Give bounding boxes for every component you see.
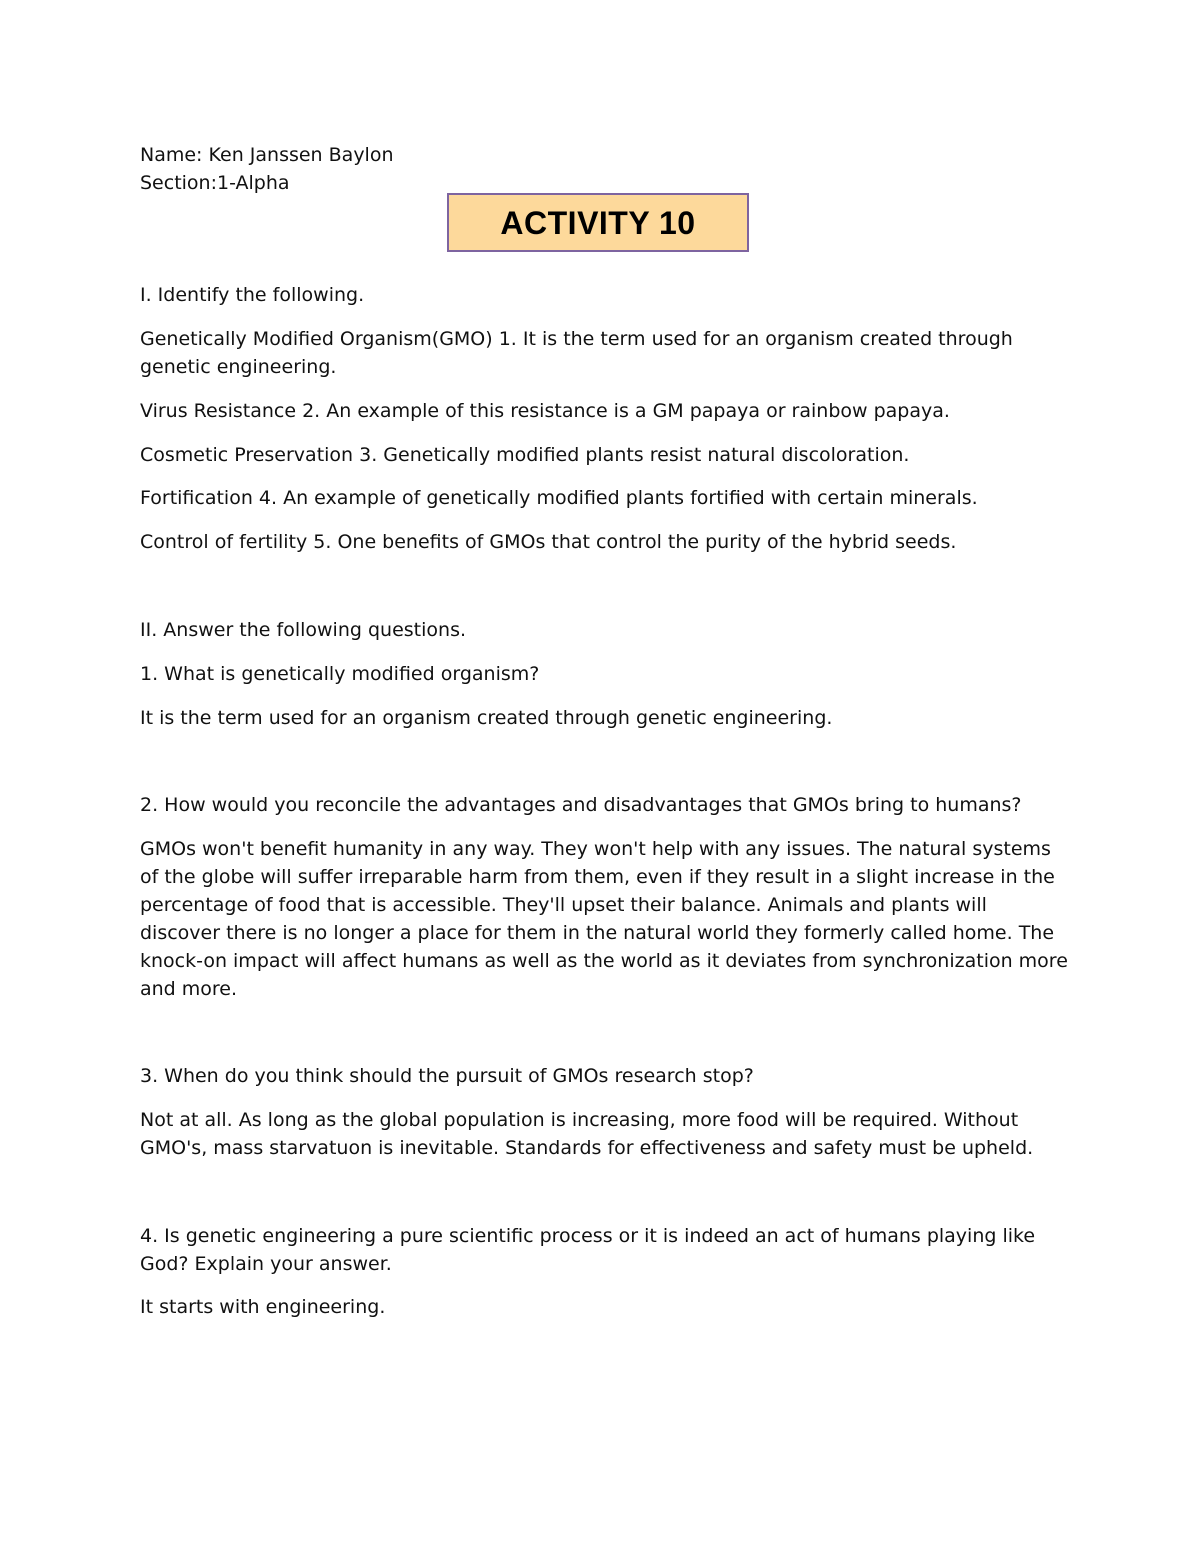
activity-title-box xyxy=(447,193,749,252)
identify-item-1: Genetically Modified Organism(GMO) 1. It is the term used for an organism created through genetic engineering. xyxy=(140,328,1013,378)
question-2: 2. How would you reconcile the advantages and disadvantages that GMOs bring to humans? xyxy=(140,794,1022,816)
identify-item-5: Control of fertility 5. One benefits of GMOs that control the purity of the hybrid seeds. xyxy=(140,531,957,553)
activity-title: ACTIVITY 10 xyxy=(500,204,696,241)
part2-heading: II. Answer the following questions. xyxy=(140,619,467,641)
answer-4: It starts with engineering. xyxy=(140,1296,386,1318)
identify-item-3: Cosmetic Preservation 3. Genetically modified plants resist natural discoloration. xyxy=(140,444,910,466)
identify-item-2: Virus Resistance 2. An example of this resistance is a GM papaya or rainbow papaya. xyxy=(140,400,950,422)
name-line: Name: Ken Janssen Baylon xyxy=(140,144,394,166)
question-3: 3. When do you think should the pursuit of GMOs research stop? xyxy=(140,1065,754,1087)
answer-2: GMOs won't benefit humanity in any way. They won't help with any issues. The natural systems of the globe will suffer irreparable harm from them, even if they result in a slight increase in the percentage of food that is accessible. They'll upset their balance. Animals and plants will discover there is no longer a place for them in the natural world they formerly called home. The knock-on impact will affect humans as well as the world as it deviates from synchronization more and more. xyxy=(140,838,1068,1000)
part1-heading: I. Identify the following. xyxy=(140,284,365,306)
answer-1: It is the term used for an organism created through genetic engineering. xyxy=(140,707,833,729)
answer-3: Not at all. As long as the global population is increasing, more food will be required. Without GMO's, mass starvatuon is inevitable. Standards for effectiveness and safety must be upheld. xyxy=(140,1109,1034,1159)
question-4: 4. Is genetic engineering a pure scientific process or it is indeed an act of humans playing like God? Explain your answer. xyxy=(140,1225,1036,1275)
identify-item-4: Fortification 4. An example of genetically modified plants fortified with certain minerals. xyxy=(140,487,978,509)
section-line: Section:1-Alpha xyxy=(140,172,290,194)
question-1: 1. What is genetically modified organism? xyxy=(140,663,540,685)
